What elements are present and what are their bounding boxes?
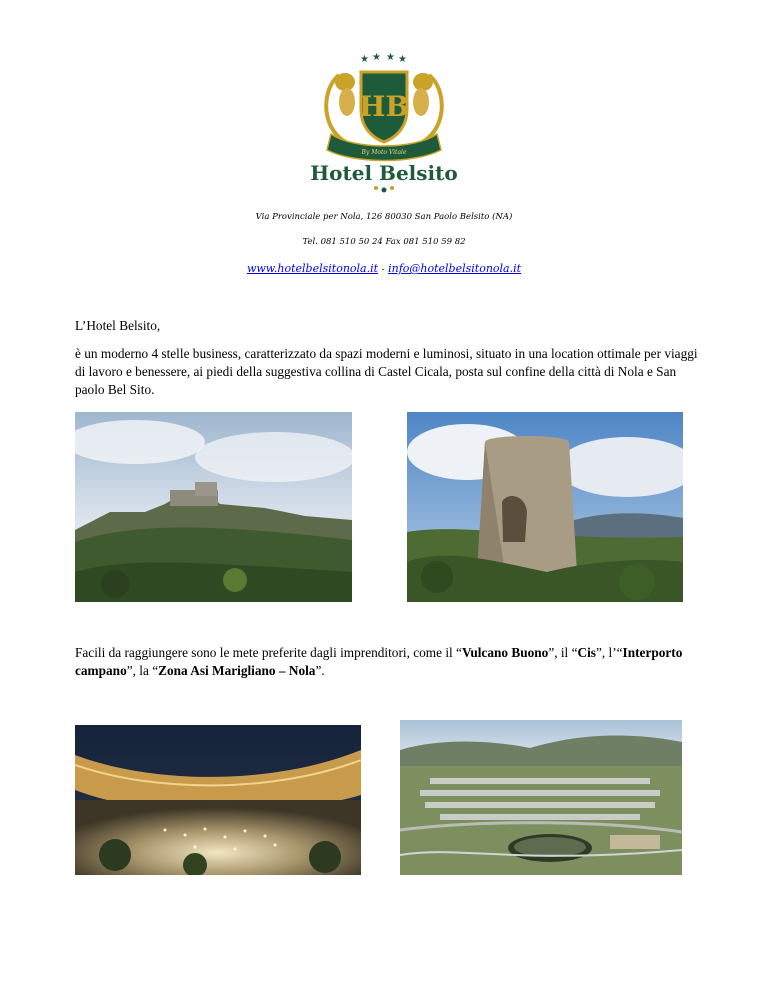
text-segment: ”, il “ [548, 645, 578, 660]
stars-icon [360, 52, 407, 65]
svg-text:★: ★ [372, 52, 381, 63]
text-segment: ”, la “ [126, 663, 159, 678]
svg-text:★: ★ [386, 52, 395, 63]
cis-name: Cis [577, 645, 596, 660]
vulcano-buono-photo [75, 725, 361, 875]
text-segment: ”, l’“ [595, 645, 623, 660]
zona-asi-name: Zona Asi Marigliano – Nola [158, 663, 316, 678]
svg-text:HB: HB [358, 90, 410, 123]
interporto-name: Interporto campano [75, 645, 683, 678]
interporto-aerial-photo [400, 720, 682, 875]
text-segment: Facili da raggiungere sono le mete preferite dagli imprenditori, come il “ [75, 645, 462, 660]
destinations-text [75, 644, 700, 680]
hotel-phone: Tel. 081 510 50 24 Fax 081 510 59 82 [302, 237, 466, 247]
svg-text:By Moto Vitale: By Moto Vitale [361, 149, 407, 156]
hotel-address: Via Provinciale per Nola, 126 80030 San Paolo Belsito (NA) [255, 212, 513, 222]
vulcano-buono-name: Vulcano Buono [461, 645, 549, 660]
castle-hill-photo [75, 412, 352, 602]
link-separator: - [381, 265, 385, 275]
svg-text:Hotel Belsito: Hotel Belsito [310, 161, 458, 185]
hotel-logo [309, 50, 459, 195]
ruined-tower-photo [407, 412, 683, 602]
intro-heading: L’Hotel Belsito, [75, 318, 161, 333]
website-link[interactable]: www.hotelbelsitonola.it [246, 262, 379, 275]
intro-body: è un moderno 4 stelle business, caratterizzato da spazi moderni e luminosi, situato in una location ottimale per viaggi di lavoro e benessere, ai piedi della suggestiva collina di Castel Cicala, posta sul confine della città di Nola e San paolo Bel Sito. [75, 346, 698, 397]
text-segment: ”. [315, 663, 325, 678]
contact-links [0, 262, 768, 275]
svg-text:★: ★ [398, 54, 407, 65]
email-link[interactable]: info@hotelbelsitonola.it [388, 262, 522, 275]
svg-text:★: ★ [360, 54, 369, 65]
